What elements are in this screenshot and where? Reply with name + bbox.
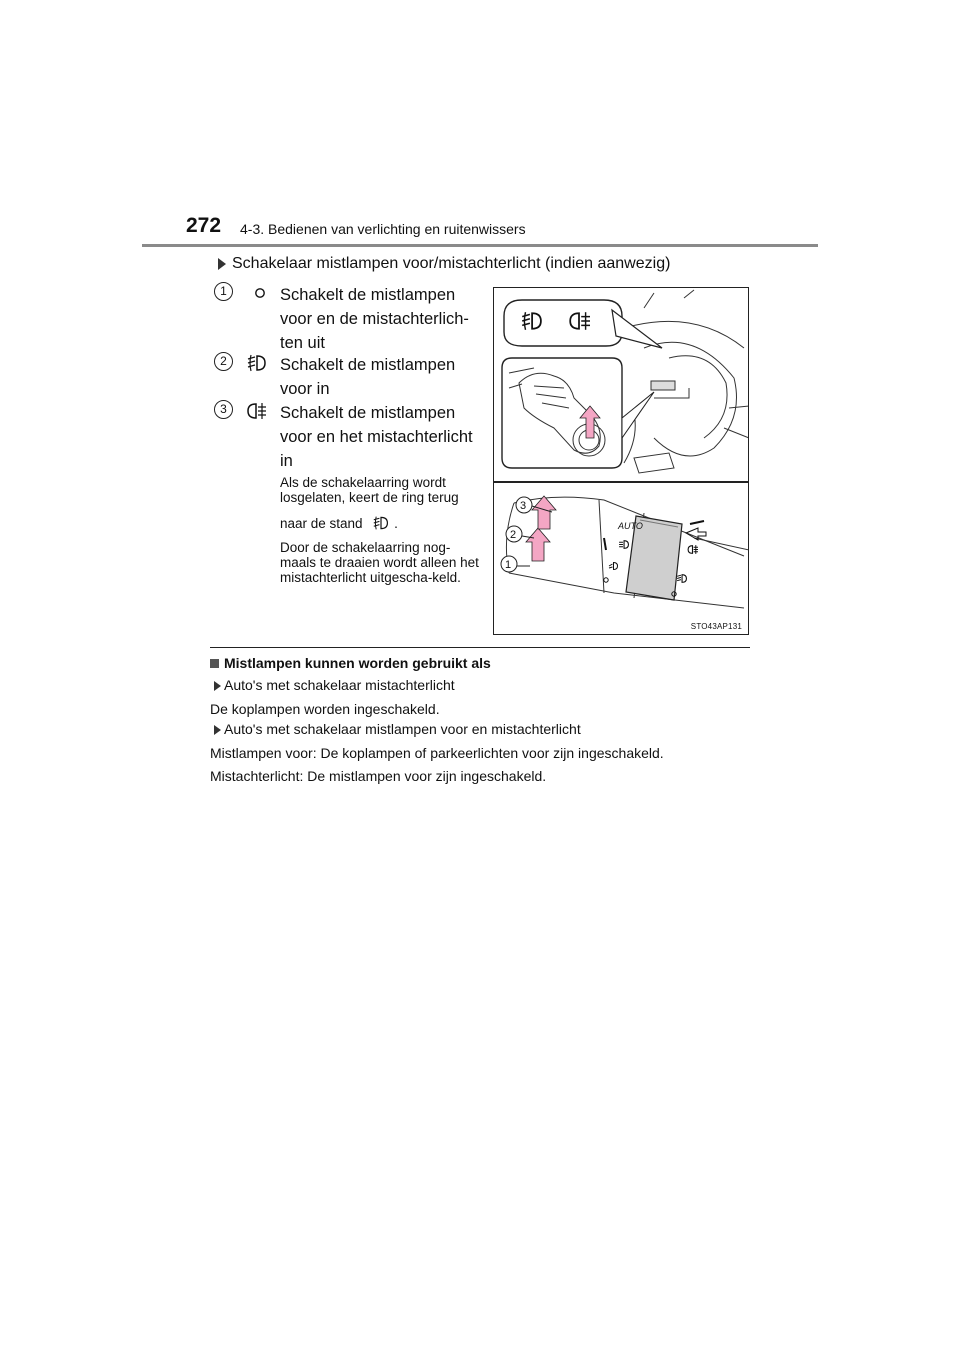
chapter-title: 4-3. Bedienen van verlichting en ruitenwissers [240, 221, 526, 237]
triangle-bullet-icon [214, 681, 221, 691]
note-line-2-prefix: naar de stand [280, 516, 363, 531]
sub-item-2 [214, 721, 581, 737]
sub-item-1 [214, 677, 455, 693]
item-3-text: Schakelt de mistlampen voor en het mistachterlicht in [280, 404, 473, 470]
triangle-bullet-icon [214, 725, 221, 735]
item-2-text: Schakelt de mistlampen voor in [280, 356, 456, 398]
body-line-1: De koplampen worden ingeschakeld. [210, 701, 440, 717]
rear-fog-light-icon [246, 401, 268, 421]
switch-auto-label: AUTO [618, 521, 643, 531]
triangle-bullet-icon [218, 258, 226, 270]
callout-2: 2 [510, 529, 517, 541]
front-fog-light-icon [246, 353, 268, 373]
callout-1: 1 [505, 559, 512, 571]
item-1-text: Schakelt de mistlampen voor en de mistachterlich-ten uit [280, 286, 469, 352]
item-number-2: 2 [214, 352, 233, 371]
section-heading [218, 255, 670, 273]
body-line-2: Mistlampen voor: De koplampen of parkeerlichten voor zijn ingeschakeld. [210, 745, 664, 761]
note-line-1: Als de schakelaarring wordt losgelaten, keert de ring terug [280, 475, 459, 505]
subsection-heading-text: Mistlampen kunnen worden gebruikt als [224, 655, 491, 671]
section-heading-text: Schakelaar mistlampen voor/mistachterlicht (indien aanwezig) [232, 255, 671, 272]
sub-item-2-text: Auto's met schakelaar mistlampen voor en mistachterlicht [224, 721, 581, 737]
note-line-2 [280, 515, 480, 531]
page-number: 272 [186, 214, 222, 237]
figure-divider [494, 481, 748, 483]
header-rule [142, 244, 818, 247]
body-line-3: Mistachterlicht: De mistlampen voor zijn ingeschakeld. [210, 768, 547, 784]
item-number-1: 1 [214, 282, 233, 301]
front-fog-light-icon [372, 515, 390, 531]
square-bullet-icon [210, 659, 219, 668]
figure-code: STO43AP131 [690, 622, 742, 631]
sub-item-1-text: Auto's met schakelaar mistachterlicht [224, 677, 455, 693]
callout-3: 3 [520, 500, 527, 512]
off-circle-icon [254, 287, 266, 299]
note-line-3: Door de schakelaarring nog-maals te draaien wordt alleen het mistachterlicht uitgescha-keld. [280, 540, 479, 585]
subsection-heading [210, 655, 491, 671]
illustration-figure [493, 287, 749, 635]
note-line-2-suffix: . [394, 516, 398, 531]
item-number-3: 3 [214, 400, 233, 419]
illustration-drawing [494, 288, 749, 635]
section-rule [210, 647, 750, 648]
